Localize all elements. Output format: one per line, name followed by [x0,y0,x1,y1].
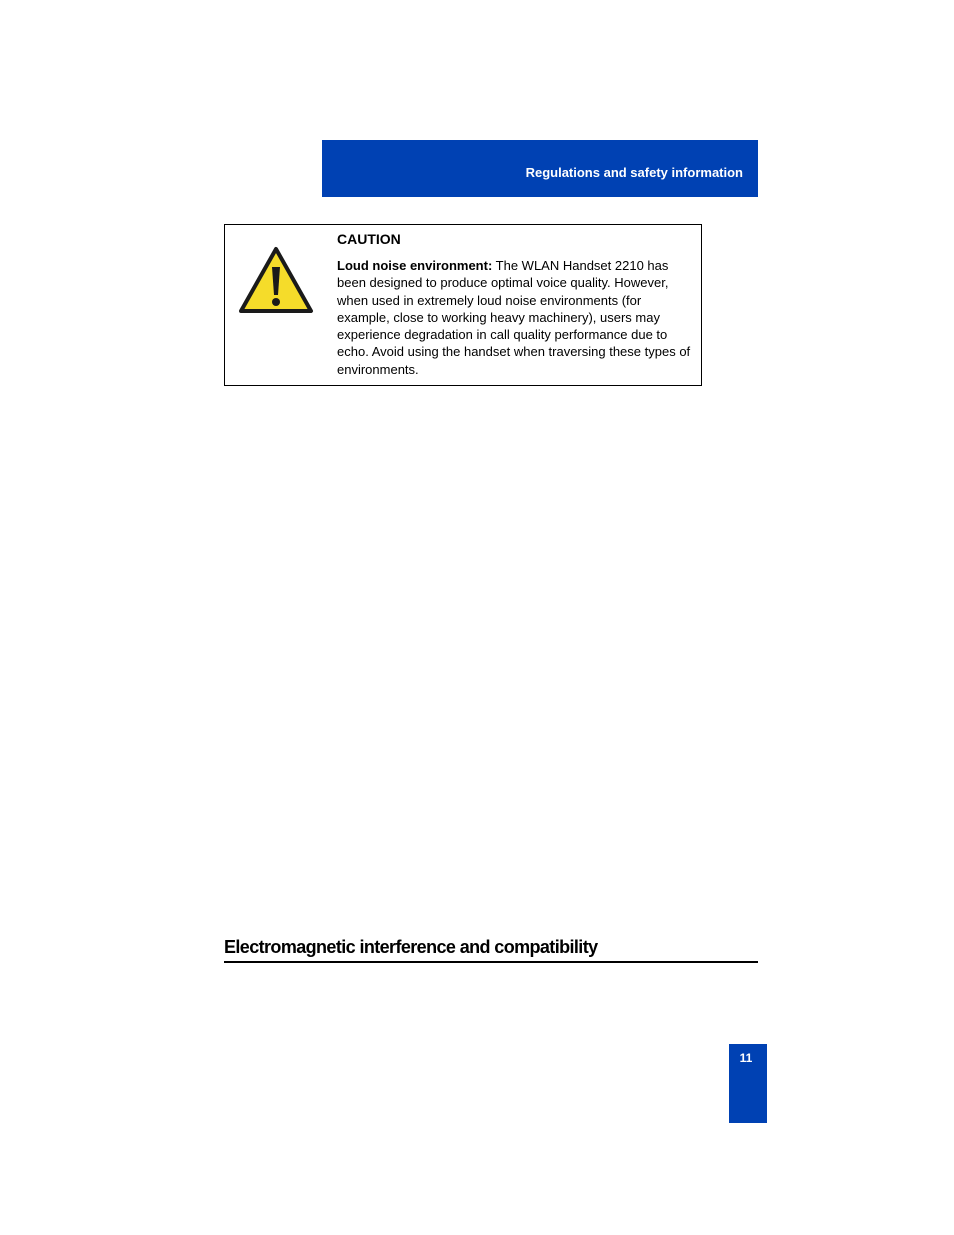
caution-heading: CAUTION [337,231,401,247]
caution-body [337,257,693,378]
warning-triangle-icon [237,245,315,317]
caution-lead: Loud noise environment: [337,258,493,273]
header-band [322,140,758,197]
caution-text [337,230,693,378]
warning-triangle-svg [237,245,315,317]
page-number: 11 [739,1051,753,1065]
header-title: Regulations and safety information [525,165,743,180]
caution-box [224,224,702,386]
caution-body-text: The WLAN Handset 2210 has been designed to produce optimal voice quality. However, when used in extremely loud noise environments (for example, close to working heavy machinery), users may experience degradation in call quality performance due to echo. Avoid using the handset when traversing these types of environments. [337,258,691,377]
section-heading: Electromagnetic interference and compatibility [224,934,758,963]
page-number-tab [729,1044,767,1123]
